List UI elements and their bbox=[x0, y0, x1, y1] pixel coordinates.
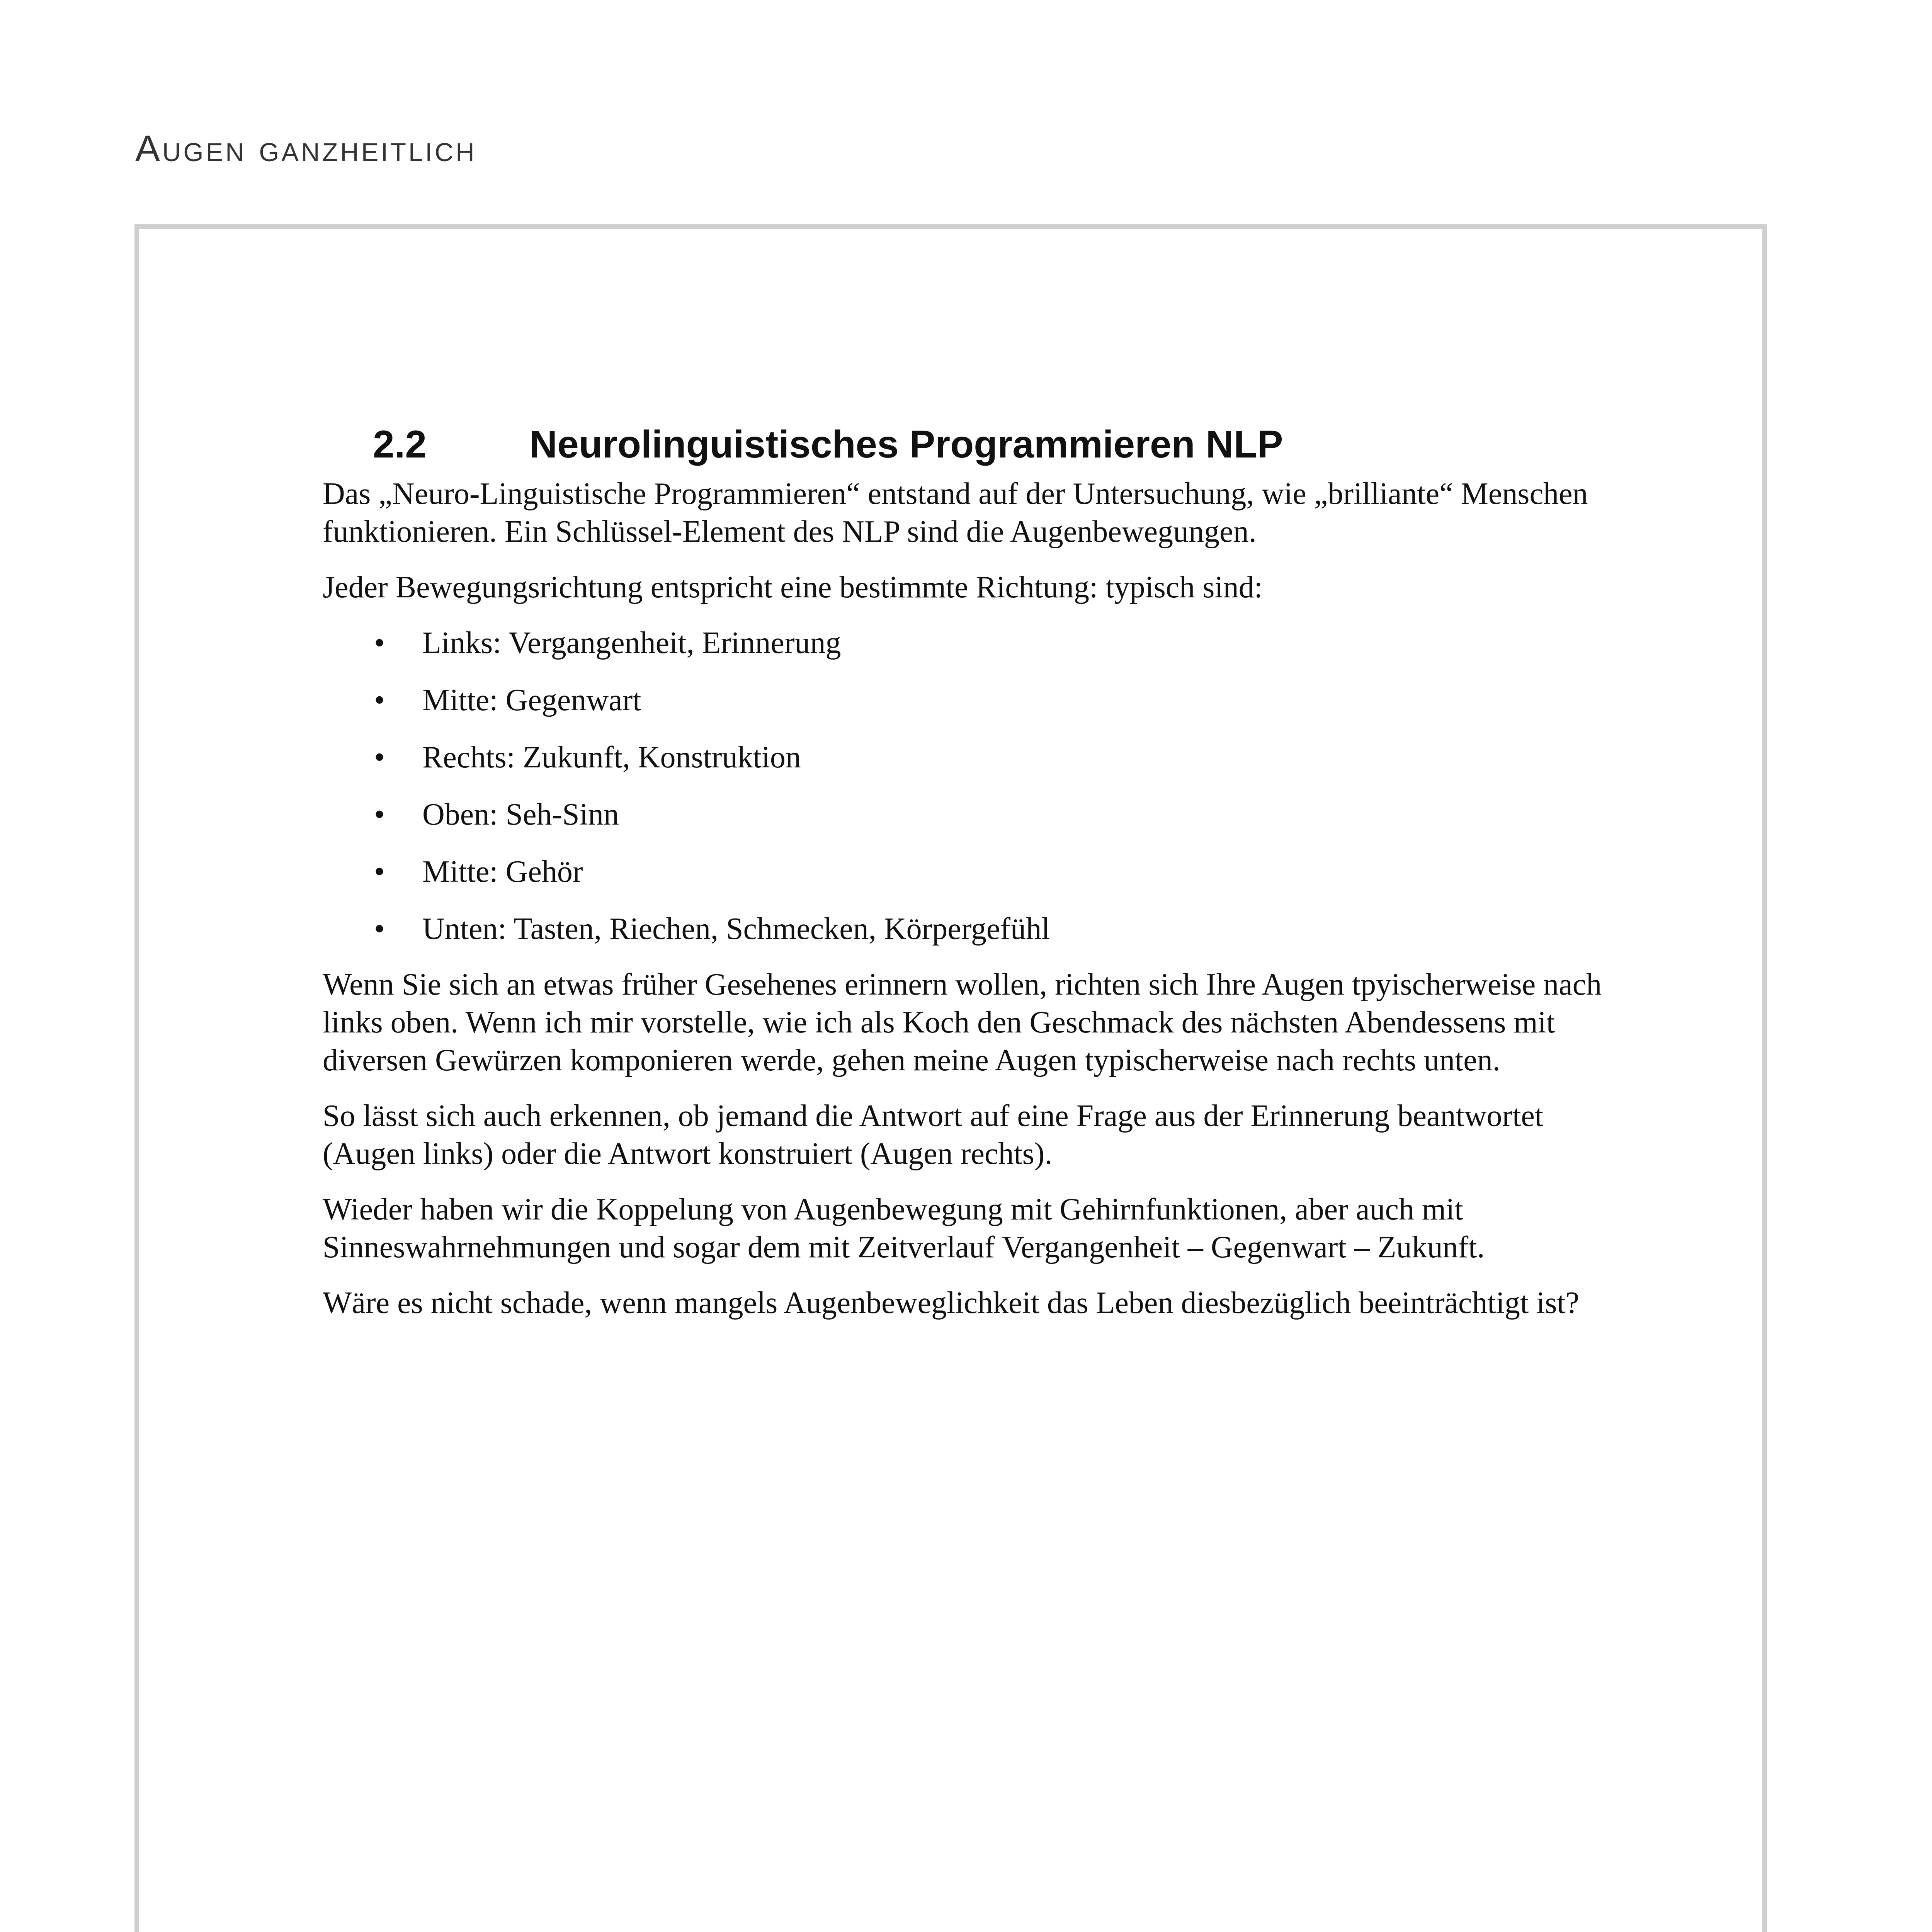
list-item bbox=[323, 738, 1629, 776]
bullet-icon: • bbox=[374, 740, 385, 774]
direction-list bbox=[323, 624, 1629, 948]
body-paragraph: Wenn Sie sich an etwas früher Gesehenes erinnern wollen, richten sich Ihre Augen tpyischerweise nach links oben. Wenn ich mir vorstelle, wie ich als Koch den Geschmack des nächsten Abendessens mit diversen Gewürzen komponieren werde, gehen meine Augen typischerweise nach rechts unten. bbox=[323, 968, 1602, 1077]
list-item-text: Mitte: Gegenwart bbox=[422, 683, 641, 717]
list-item-text: Rechts: Zukunft, Konstruktion bbox=[422, 740, 801, 774]
body-paragraph: Wäre es nicht schade, wenn mangels Augenbeweglichkeit das Leben diesbezüglich beeinträchtigt ist? bbox=[323, 1286, 1580, 1320]
section-heading bbox=[323, 419, 1629, 469]
section-title: Neurolinguistisches Programmieren NLP bbox=[529, 423, 1283, 466]
bullet-icon: • bbox=[374, 683, 385, 717]
bullet-icon: • bbox=[374, 626, 385, 660]
bullet-icon: • bbox=[374, 798, 385, 832]
body-paragraph: Wieder haben wir die Koppelung von Augenbewegung mit Gehirnfunktionen, aber auch mit Sinneswahrnehmungen und sogar dem mit Zeitverlauf Vergangenheit – Gegenwart – Zukunft. bbox=[323, 1192, 1485, 1264]
list-item-text: Oben: Seh-Sinn bbox=[422, 798, 619, 832]
list-item bbox=[323, 796, 1629, 833]
bullet-icon: • bbox=[374, 855, 385, 889]
list-item-text: Mitte: Gehör bbox=[422, 855, 583, 889]
section-number: 2.2 bbox=[373, 423, 427, 466]
list-item-text: Unten: Tasten, Riechen, Schmecken, Körpergefühl bbox=[422, 912, 1050, 946]
list-item bbox=[323, 624, 1629, 662]
list-intro-paragraph: Jeder Bewegungsrichtung entspricht eine bestimmte Richtung: typisch sind: bbox=[323, 570, 1263, 604]
body-paragraph: So lässt sich auch erkennen, ob jemand die Antwort auf eine Frage aus der Erinnerung beantwortet (Augen links) oder die Antwort konstruiert (Augen rechts). bbox=[323, 1099, 1544, 1171]
page-content bbox=[323, 419, 1629, 1340]
bullet-icon: • bbox=[374, 912, 385, 946]
list-item-text: Links: Vergangenheit, Erinnerung bbox=[422, 626, 841, 660]
list-item bbox=[323, 681, 1629, 719]
intro-paragraph: Das „Neuro-Linguistische Programmieren“ entstand auf der Untersuchung, wie „brilliante“ Menschen funktionieren. Ein Schlüssel-Element des NLP sind die Augenbewegungen. bbox=[323, 477, 1588, 549]
list-item bbox=[323, 853, 1629, 891]
running-header: Augen ganzheitlich bbox=[135, 128, 477, 169]
list-item bbox=[323, 910, 1629, 948]
